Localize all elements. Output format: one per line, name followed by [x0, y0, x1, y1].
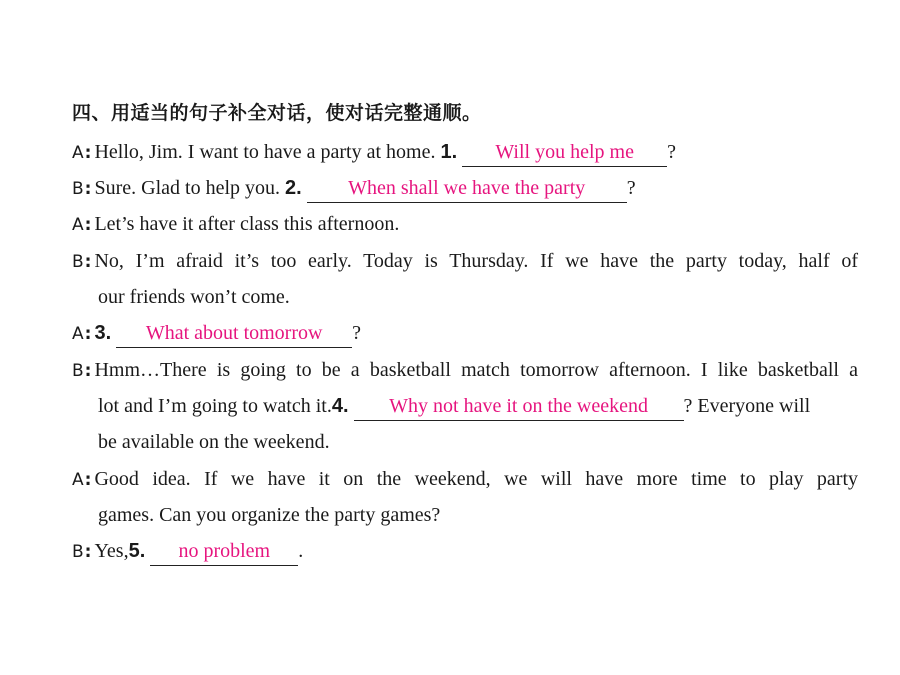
blank-number: 3 [94, 322, 106, 344]
answer-blank-5[interactable] [150, 539, 298, 566]
speaker-label: B [72, 361, 84, 381]
answer-blank-2[interactable] [307, 176, 627, 203]
speaker-label: A [72, 143, 84, 163]
dialogue-line-6-continued: lot and I’m going to watch it.4. Why not have it on the weekend ? Everyone will [98, 388, 858, 424]
line-text: Sure. Glad to help you. [94, 177, 281, 199]
speaker-label: B [72, 252, 84, 272]
speaker-label: A [72, 324, 84, 344]
line-text: Hmm…There is going to be a basketball match tomorrow afternoon. I like basketball a [94, 359, 858, 381]
blank-number: 4 [331, 395, 343, 417]
blank-number: 5 [128, 540, 140, 562]
line-text: Hello, Jim. I want to have a party at home. [94, 141, 436, 163]
speaker-label: B [72, 179, 84, 199]
answer-text: What about tomorrow [145, 322, 323, 344]
dialogue-line-2: B: Sure. Glad to help you. 2. When shall we have the party ? [72, 170, 858, 207]
speaker-label: A [72, 215, 84, 235]
blank-number: 1 [440, 141, 452, 163]
answer-blank-1[interactable] [462, 140, 667, 167]
speaker-label: B [72, 542, 84, 562]
dialogue-line-4-continued: our friends won’t come. [98, 286, 290, 308]
section-title: 四、用适当的句子补全对话，使对话完整通顺。 [72, 102, 482, 124]
dialogue-line-4: B: No, I’m afraid it’s too early. Today is Thursday. If we have the party today, half of [72, 250, 858, 272]
line-text: Let’s have it after class this afternoon. [94, 213, 400, 235]
dialogue-line-6: B: Hmm…There is going to be a basketball match tomorrow afternoon. I like basketball a [72, 359, 858, 381]
answer-text: Will you help me [495, 141, 634, 163]
dialogue-line-8: B: Yes,5. no problem . [72, 533, 858, 570]
line-text: No, I’m afraid it’s too early. Today is Thursday. If we have the party today, half of [94, 250, 858, 272]
dialogue-line-7-continued: games. Can you organize the party games? [98, 504, 441, 526]
answer-text: When shall we have the party [348, 177, 586, 199]
blank-number: 2 [285, 177, 297, 199]
answer-text: no problem [178, 540, 271, 562]
answer-text: Why not have it on the weekend [389, 395, 648, 417]
answer-blank-4[interactable] [354, 394, 684, 421]
dialogue-line-5: A: 3. What about tomorrow ? [72, 315, 858, 352]
dialogue-line-1: A: Hello, Jim. I want to have a party at home. 1. Will you help me ? [72, 134, 858, 171]
line-text: Yes, [94, 540, 129, 562]
dialogue-line-7: A: Good idea. If we have it on the weekend, we will have more time to play party [72, 468, 858, 490]
line-text: Good idea. If we have it on the weekend, we will have more time to play party [94, 468, 858, 490]
dialogue-line-6-continued-2: be available on the weekend. [98, 431, 330, 453]
speaker-label: A [72, 470, 84, 490]
answer-blank-3[interactable] [116, 321, 352, 348]
dialogue-line-3: A: Let’s have it after class this afternoon. [72, 213, 400, 235]
